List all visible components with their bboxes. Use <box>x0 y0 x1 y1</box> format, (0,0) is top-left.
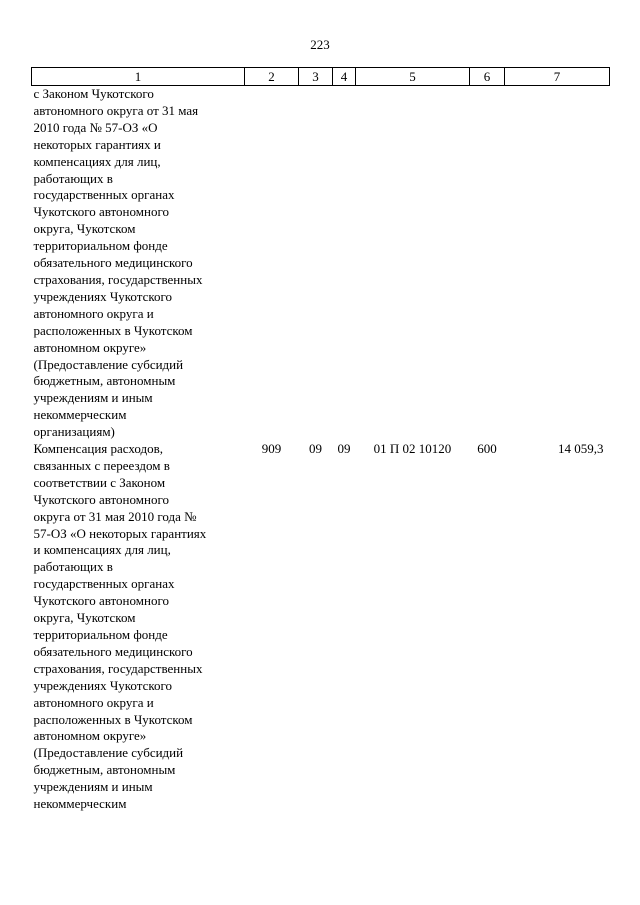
description-line: Компенсация расходов, <box>33 441 164 457</box>
row-description <box>32 86 245 442</box>
description-line: автономного округа и <box>33 305 154 321</box>
description-line: Чукотского автономного <box>33 204 169 220</box>
description-line: государственных органах <box>33 576 175 592</box>
cell-expense-type: 600 <box>477 441 497 457</box>
table-row <box>32 86 610 442</box>
description-line: автономном округе» <box>33 728 147 744</box>
cell-ministry-code <box>245 86 299 442</box>
description-line: обязательного медицинского <box>33 643 193 659</box>
description-line: территориальном фонде <box>33 627 168 642</box>
description-line: расположенных в Чукотском <box>33 711 193 727</box>
description-line: округа, Чукотском <box>33 221 136 237</box>
header-col-3: 3 <box>299 68 333 86</box>
table-header <box>32 68 610 86</box>
cell-subsection: 09 <box>337 441 351 457</box>
description-line: соответствии с Законом <box>33 474 166 490</box>
description-line: обязательного медицинского <box>33 255 193 271</box>
cell-subsection <box>333 86 356 442</box>
description-line: страхования, государственных <box>33 271 203 287</box>
description-line: расположенных в Чукотском <box>33 322 193 338</box>
header-col-2: 2 <box>245 68 299 86</box>
description-line: Чукотского автономного <box>33 491 169 507</box>
header-col-1: 1 <box>32 68 245 86</box>
description-line: некоммерческим <box>33 407 127 423</box>
cell-target-article <box>356 86 470 442</box>
description-line: работающих в <box>33 170 113 186</box>
row-description <box>32 441 245 813</box>
description-line: работающих в <box>33 559 113 575</box>
description-line: некоммерческим <box>33 796 127 812</box>
cell-ministry-code: 909 <box>261 441 282 457</box>
description-line: бюджетным, автономным <box>33 373 176 389</box>
description-line: автономном округе» <box>33 339 147 355</box>
description-line: учреждениям и иным <box>33 390 153 406</box>
table-row <box>32 441 610 813</box>
description-line: учреждениям и иным <box>33 779 153 795</box>
description-line: округа, Чукотском <box>33 610 136 626</box>
description-line: некоторых гарантиях и <box>33 136 161 152</box>
description-line: 57-ОЗ «О некоторых гарантиях <box>33 525 207 541</box>
budget-table <box>31 67 610 813</box>
cell-expense-type <box>470 86 505 442</box>
description-line: компенсациях для лиц, <box>33 153 161 169</box>
description-line: бюджетным, автономным <box>33 762 176 778</box>
header-col-6: 6 <box>470 68 505 86</box>
description-line: учреждениях Чукотского <box>33 677 173 693</box>
description-line: учреждениях Чукотского <box>33 288 173 304</box>
cell-section <box>299 86 333 442</box>
cell-amount <box>505 86 610 442</box>
description-line: автономного округа от 31 мая <box>33 102 199 118</box>
description-line: (Предоставление субсидий <box>33 356 184 372</box>
description-line: страхования, государственных <box>33 660 203 676</box>
description-line: организациям) <box>33 424 115 440</box>
description-line: с Законом Чукотского <box>33 86 154 101</box>
header-col-5: 5 <box>356 68 470 86</box>
description-line: территориальном фонде <box>33 238 168 254</box>
header-col-4: 4 <box>333 68 356 86</box>
header-col-7: 7 <box>505 68 610 86</box>
description-line: государственных органах <box>33 187 175 203</box>
description-line: 2010 года № 57-ОЗ «О <box>33 119 158 135</box>
cell-target-article: 01 П 02 10120 <box>373 441 452 457</box>
cell-section: 09 <box>309 441 322 457</box>
description-line: (Предоставление субсидий <box>33 745 184 761</box>
description-line: Чукотского автономного <box>33 593 169 609</box>
page-number: 223 <box>310 37 330 52</box>
description-line: и компенсациях для лиц, <box>33 542 171 558</box>
description-line: связанных с переездом в <box>33 457 170 473</box>
cell-amount: 14 059,3 <box>558 441 604 457</box>
table-body <box>32 86 610 813</box>
header-row <box>32 68 610 86</box>
description-line: автономного округа и <box>33 694 154 710</box>
description-line: округа от 31 мая 2010 года № <box>33 508 197 524</box>
